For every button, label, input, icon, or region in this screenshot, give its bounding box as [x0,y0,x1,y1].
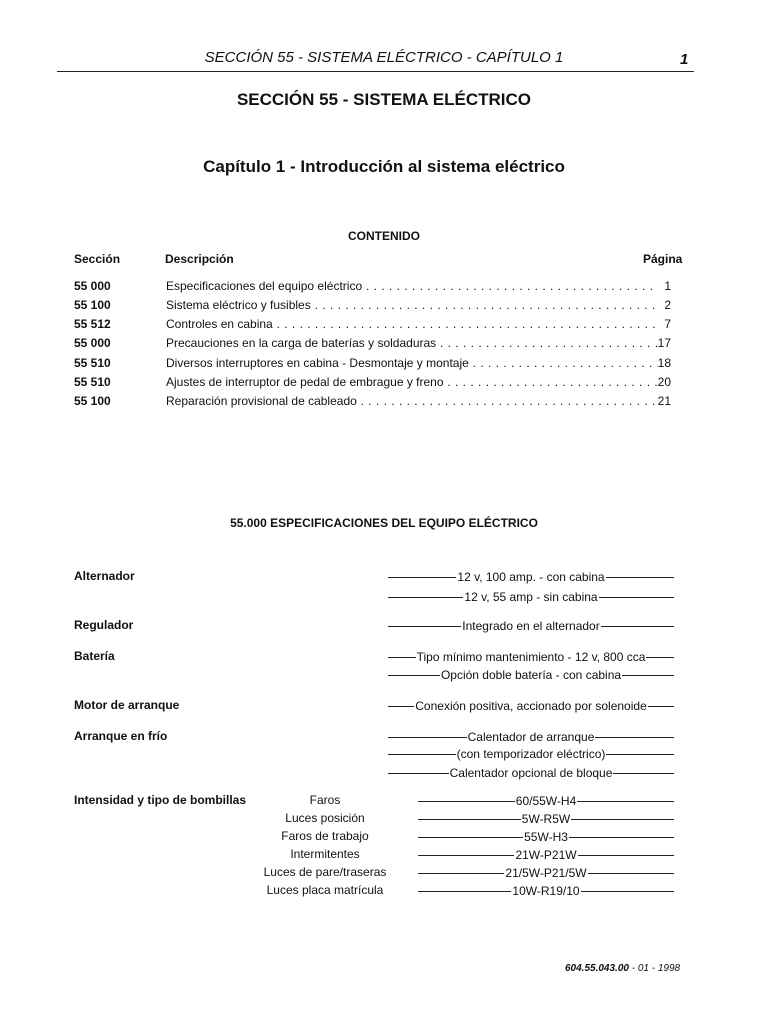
toc-code: 55 000 [74,336,111,350]
bulb-name: Luces placa matrícula [266,883,384,897]
spec-value-line [388,570,674,584]
bulb-name: Faros [309,793,341,807]
spec-value: Calentador opcional de bloque [449,766,613,780]
spec-value-line [388,747,674,761]
col-head-page: Página [643,252,683,266]
spec-value-line [388,668,674,682]
toc-page: 2 [664,298,671,312]
header-rule [57,71,694,72]
spec-value: Calentador de arranque [467,730,595,744]
page-number: 1 [680,51,689,68]
spec-value-line [388,590,674,604]
bulb-value: 60/55W-H4 [515,794,577,808]
toc-code: 55 100 [74,298,111,312]
spec-label-alternador: Alternador [74,569,135,583]
bulb-name: Intermitentes [290,847,360,861]
bulb-name: Luces posición [285,811,365,825]
toc-page: 20 [657,375,671,389]
toc-desc: Reparación provisional de cableado . . . [166,394,658,408]
bulb-value-line [418,812,674,826]
bulb-name: Luces de pare/traseras [263,865,387,879]
specs-title: 55.000 ESPECIFICACIONES DEL EQUIPO ELÉCTRICO [230,516,538,530]
spec-value: 12 v, 100 amp. - con cabina [457,570,605,584]
spec-label-regulador: Regulador [74,618,134,632]
footer-code [565,963,680,974]
bulb-value: 5W-R5W [521,812,571,826]
spec-label-bateria: Batería [74,649,115,663]
spec-label-arranque-frio: Arranque en frío [74,729,168,743]
chapter-title: Capítulo 1 - Introducción al sistema eléctrico [203,157,565,176]
bulb-value-line [418,884,674,898]
bulb-value-line [418,794,674,808]
toc-code: 55 512 [74,317,111,331]
spec-label-motor-arranque: Motor de arranque [74,698,180,712]
spec-value: Opción doble batería - con cabina [440,668,622,682]
spec-value-line [388,619,674,633]
spec-value-line [388,650,674,664]
section-title: SECCIÓN 55 - SISTEMA ELÉCTRICO [236,90,532,109]
bulb-name: Faros de trabajo [281,829,369,843]
toc-desc: Sistema eléctrico y fusibles . . . [166,298,658,312]
toc-desc: Diversos interruptores en cabina - Desmontaje y montaje . . . [166,356,658,370]
bulb-value-line [418,848,674,862]
spec-value: Conexión positiva, accionado por solenoide [415,699,647,713]
spec-value-line [388,699,674,713]
contents-title: CONTENIDO [348,229,420,243]
col-head-section: Sección [74,252,121,266]
toc-page: 7 [664,317,671,331]
toc-page: 1 [664,279,671,293]
bulb-value: 21/5W-P21/5W [505,866,587,880]
spec-value: Integrado en el alternador [462,619,600,633]
footer-doc-number: 604.55.043.00 [565,963,629,974]
toc-code: 55 000 [74,279,111,293]
toc-desc: Especificaciones del equipo eléctrico . . . [166,279,658,293]
toc-desc: Precauciones en la carga de baterías y soldaduras . . . [166,336,658,350]
bulb-value: 55W-H3 [524,830,568,844]
bulb-value: 10W-R19/10 [512,884,580,898]
col-head-description: Descripción [165,252,234,266]
bulb-value-line [418,830,674,844]
toc-code: 55 100 [74,394,111,408]
spec-label-bombillas: Intensidad y tipo de bombillas [74,793,247,807]
spec-value: (con temporizador eléctrico) [456,747,606,761]
spec-value-line [388,766,674,780]
toc-page: 21 [657,394,671,408]
toc-code: 55 510 [74,356,111,370]
toc-code: 55 510 [74,375,111,389]
bulb-value-line [418,866,674,880]
spec-value: 12 v, 55 amp - sin cabina [464,590,598,604]
spec-value: Tipo mínimo mantenimiento - 12 v, 800 cca [416,650,646,664]
spec-value-line [388,730,674,744]
toc-desc: Ajustes de interruptor de pedal de embrague y freno . . . [166,375,658,389]
running-header: SECCIÓN 55 - SISTEMA ELÉCTRICO - CAPÍTULO 1 [204,49,564,66]
toc-page: 17 [657,336,671,350]
toc-desc: Controles en cabina . . . [166,317,658,331]
footer-edition: - 01 - 1998 [628,963,681,974]
toc-page: 18 [657,356,671,370]
bulb-value: 21W-P21W [515,848,577,862]
